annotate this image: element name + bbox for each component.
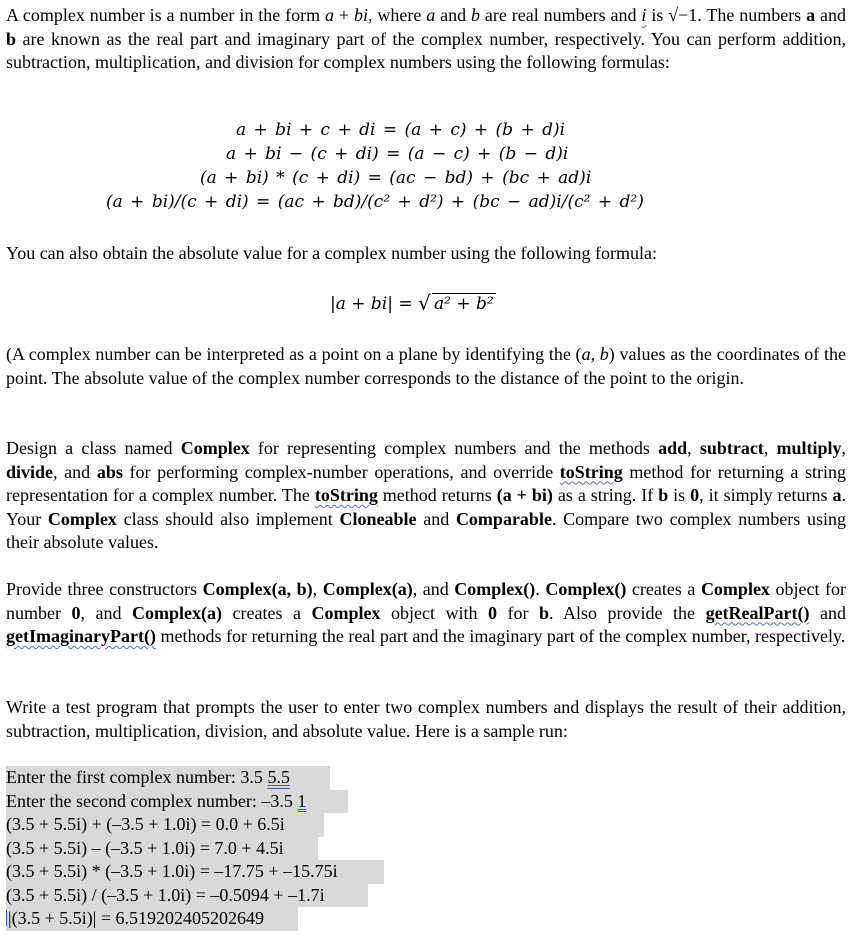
abs-radicand: a² + b² xyxy=(434,294,494,314)
text: , it simply returns xyxy=(699,485,833,505)
sample-run-line: (3.5 + 5.5i) – (–3.5 + 1.0i) = 7.0 + 4.5i xyxy=(6,837,318,861)
user-input: 1 xyxy=(297,790,307,811)
formula-division: (a + bi)/(c + di) = (ac + bd)/(c² + d²) + (bc − ad)i/(c² + d²) xyxy=(106,192,644,212)
text: b xyxy=(6,28,17,49)
text: , where xyxy=(367,5,427,25)
abs-intro-paragraph: You can also obtain the absolute value for a complex number using the following formula: xyxy=(6,243,658,263)
text: . Also provide the xyxy=(549,602,706,623)
text: abs xyxy=(96,461,123,482)
sqrt-symbol xyxy=(418,294,496,314)
text: object for number xyxy=(6,579,847,623)
text: 0 xyxy=(690,485,700,505)
text: . Compare two complex numbers using their absolute values. xyxy=(6,508,846,552)
sample-run-line xyxy=(6,907,298,931)
intro-paragraph xyxy=(6,4,846,75)
text: (A complex number can be interpreted as a point on a plane by identifying the ( xyxy=(6,344,582,364)
text: , xyxy=(312,579,323,599)
text: creates a xyxy=(626,579,701,599)
text: Cloneable xyxy=(339,508,417,529)
sample-run-line: (3.5 + 5.5i) + (–3.5 + 1.0i) = 0.0 + 6.5i xyxy=(6,813,324,837)
formula-addition: a + bi + c + di = (a + c) + (b + d)i xyxy=(236,120,566,140)
text: . The numbers xyxy=(697,5,807,25)
text: , and xyxy=(80,602,133,623)
sample-run-line xyxy=(6,766,330,790)
text: and xyxy=(416,508,456,529)
text: . xyxy=(535,579,546,599)
prompt-text: Enter the second complex number: –3.5 xyxy=(6,790,298,811)
text: multiply xyxy=(776,438,842,458)
text: Complex xyxy=(47,508,117,529)
text: object with xyxy=(380,602,488,623)
text: Complex xyxy=(700,579,770,599)
sample-run-block xyxy=(6,766,386,931)
text: a xyxy=(806,5,816,25)
formula-subtraction: a + bi − (c + di) = (a − c) + (b − d)i xyxy=(226,144,569,164)
text: a xyxy=(832,485,842,505)
text: methods for returning the real part and the imaginary part of the complex number, respectively. xyxy=(155,626,846,646)
text: , xyxy=(687,438,700,458)
text: b xyxy=(539,602,550,623)
text: + xyxy=(333,5,354,25)
prompt-text: Enter the first complex number: 3.5 xyxy=(6,767,268,787)
text: b xyxy=(471,5,480,25)
text: a xyxy=(426,5,436,25)
text: and xyxy=(815,5,846,25)
text: for xyxy=(497,602,540,623)
sample-run-line: (3.5 + 5.5i) * (–3.5 + 1.0i) = –17.75 + –15.75i xyxy=(6,860,384,884)
text: method for returning a string representation for a complex number. The xyxy=(6,461,847,505)
text: Complex(a) xyxy=(322,579,413,599)
text: Provide three constructors xyxy=(6,579,203,599)
interpretation-paragraph xyxy=(6,343,846,390)
text: getRealPart() xyxy=(705,602,810,623)
text: Complex() xyxy=(454,579,536,599)
text: . Your xyxy=(6,485,846,529)
user-input: 5.5 xyxy=(267,767,290,787)
text: method returns xyxy=(377,485,497,505)
imaginary-unit: i xyxy=(641,5,647,25)
text: subtract xyxy=(699,438,764,458)
text: Complex xyxy=(311,602,381,623)
text: a, b xyxy=(581,344,609,364)
text: 0 xyxy=(488,602,497,623)
text: Comparable xyxy=(455,508,552,529)
formula-multiplication: (a + bi) * (c + di) = (ac − bd) + (bc + ad)i xyxy=(200,168,592,188)
text: are known as the real part and imaginary part of the complex number, respectively. You can perform addition, subtraction, multiplication, and division for complex numbers using the following formulas: xyxy=(6,28,846,72)
text: A complex number is a number in the form xyxy=(6,5,325,25)
text: , xyxy=(841,438,847,458)
text: as a string. If xyxy=(552,485,659,505)
result-text: |(3.5 + 5.5i)| = 6.519202405202649 xyxy=(8,908,264,928)
design-paragraph xyxy=(6,437,846,555)
test-program-paragraph: Write a test program that prompts the user to enter two complex numbers and displays the result of their addition, subtraction, multiplication, division, and absolute value. Here is a sample run: xyxy=(6,697,846,741)
text: and xyxy=(809,602,847,623)
constructors-paragraph xyxy=(6,578,846,649)
sample-run-line: (3.5 + 5.5i) / (–3.5 + 1.0i) = –0.5094 + –1.7i xyxy=(6,884,368,908)
text: Complex() xyxy=(545,579,627,599)
abs-formula xyxy=(330,294,496,314)
text: is xyxy=(668,485,691,505)
text: are real numbers and xyxy=(480,5,642,25)
text: Complex xyxy=(180,438,250,458)
text: for representing complex numbers and the methods xyxy=(249,438,659,458)
text: (a + bi) xyxy=(496,485,553,505)
text: bi xyxy=(353,5,368,25)
abs-lhs: |a + bi| = xyxy=(330,294,419,314)
text: , and xyxy=(53,461,97,482)
sqrt-minus-one: √−1 xyxy=(668,5,698,25)
text: , and xyxy=(412,579,455,599)
text: toString xyxy=(314,485,378,505)
text: for performing complex-number operations, and override xyxy=(122,461,560,482)
text: class should also implement xyxy=(116,508,340,529)
text: ) values as the coordinates of the point. The absolute value of the complex number corresponds to the distance of the point to the origin. xyxy=(6,344,846,388)
text: is xyxy=(646,5,669,25)
text: creates a xyxy=(222,602,312,623)
text-cursor xyxy=(6,910,7,926)
text: a xyxy=(324,5,334,25)
sample-run-line xyxy=(6,790,348,814)
text: toString xyxy=(559,461,623,482)
text: Design a class named xyxy=(6,438,181,458)
text: b xyxy=(658,485,669,505)
text: getImaginaryPart() xyxy=(6,626,156,646)
text: Complex(a) xyxy=(132,602,222,623)
text: add xyxy=(658,438,688,458)
text: 0 xyxy=(71,602,81,623)
text: , xyxy=(763,438,777,458)
text: and xyxy=(435,5,471,25)
text: divide xyxy=(6,461,54,482)
text: Complex(a, b) xyxy=(202,579,313,599)
